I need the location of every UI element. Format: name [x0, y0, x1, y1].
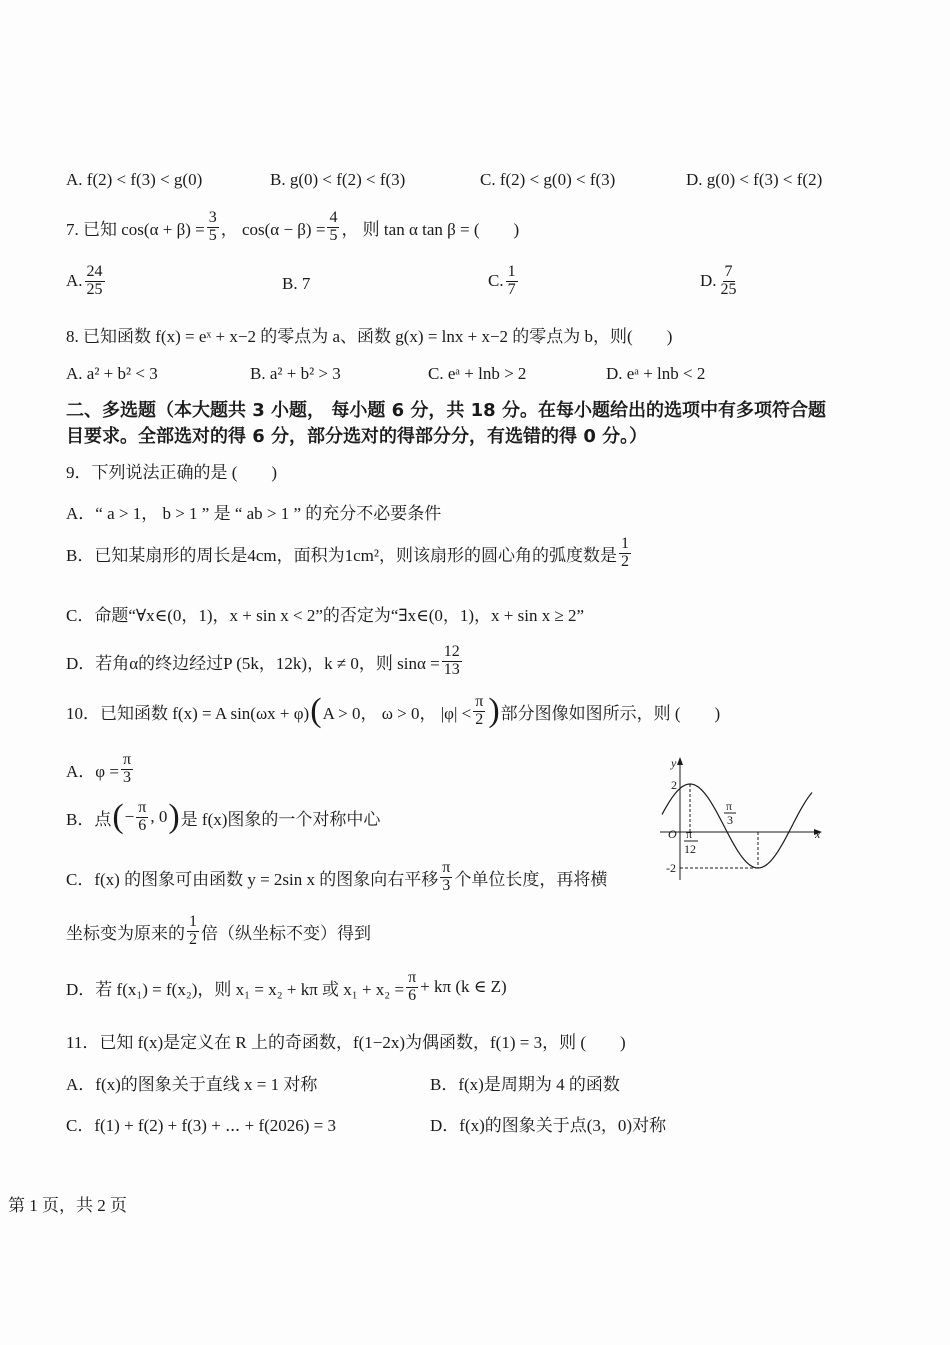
- denominator: 2: [620, 552, 629, 570]
- option-text: C．f(x) 的图象可由函数 y = 2sin x 的图象向右平移: [66, 869, 439, 889]
- numerator: 3: [208, 209, 217, 226]
- origin-label: O: [668, 827, 677, 841]
- denominator: 13: [443, 660, 460, 678]
- denominator: 25: [86, 280, 103, 298]
- fraction: [327, 210, 339, 245]
- numerator: π: [408, 969, 417, 986]
- q6-option-b: B. g(0) < f(2) < f(3): [270, 170, 406, 189]
- question-11: 11．已知 f(x)是定义在 R 上的奇函数，f(1−2x)为偶函数，f(1) = 3，则 ( ): [66, 1033, 626, 1052]
- option-text: B．点: [66, 809, 112, 829]
- y-label: y: [671, 756, 677, 770]
- denominator: 3: [442, 876, 451, 894]
- q6-option-a: A. f(2) < f(3) < g(0): [66, 170, 203, 189]
- q7-suffix: ， 则 tan α tan β = ( ): [341, 219, 520, 239]
- q7-option-c: [488, 264, 520, 299]
- q6-option-c: C. f(2) < g(0) < f(3): [480, 170, 616, 189]
- q11-option-d: D．f(x)的图象关于点(3，0)对称: [430, 1116, 667, 1135]
- q11-option-c: C．f(1) + f(2) + f(3) + ⋯ + f(2026) = 3: [66, 1116, 337, 1135]
- numerator: 4: [329, 209, 338, 226]
- y-axis-arrow-icon: [677, 757, 683, 765]
- fraction: [442, 644, 462, 679]
- numerator: 1: [189, 913, 197, 930]
- fraction: [440, 860, 452, 895]
- q6-option-d: D. g(0) < f(3) < f(2): [686, 170, 823, 189]
- q10-option-c: [66, 860, 607, 895]
- tick2-denominator: 3: [727, 813, 733, 827]
- q9-option-d: [66, 644, 464, 679]
- numerator: π: [122, 751, 132, 768]
- numerator: 1: [620, 535, 629, 552]
- option-label: A.: [66, 271, 83, 291]
- point-y: , 0: [150, 807, 168, 827]
- q9-option-a: A．“ a > 1， b > 1 ” 是 “ ab > 1 ” 的充分不必要条件: [66, 504, 442, 523]
- option-text: A．φ =: [66, 761, 119, 781]
- paren: ): [488, 692, 500, 730]
- q8-option-d: D. eᵃ + lnb < 2: [606, 364, 706, 383]
- numerator: π: [138, 799, 147, 816]
- fraction: [207, 210, 219, 245]
- q10-option-c-continued: [66, 914, 371, 949]
- q10-option-d: [66, 970, 507, 1005]
- numerator: 7: [724, 263, 733, 280]
- q10-stem-prefix: 10．已知函数 f(x) = A sin(ωx + φ): [66, 703, 310, 723]
- numerator: 24: [86, 263, 103, 280]
- q7-prefix: 7. 已知 cos(α + β) =: [66, 219, 205, 239]
- option-text: 个单位长度，再将横: [454, 869, 608, 889]
- y-max-label: 2: [671, 778, 677, 792]
- option-text: D．若 f(x₁) = f(x₂)，则 x₁ = x₂ + kπ 或 x₁ + x₂ =: [66, 979, 405, 999]
- denominator: 2: [475, 710, 484, 728]
- sine-graph: [650, 750, 830, 890]
- option-text: 坐标变为原来的: [66, 923, 185, 943]
- denominator: 6: [408, 986, 417, 1004]
- fraction: [85, 264, 105, 299]
- option-text: + kπ (k ∈ Z): [420, 977, 507, 997]
- y-min-label: -2: [666, 861, 676, 875]
- numerator: 12: [443, 643, 460, 660]
- denominator: 25: [720, 280, 737, 298]
- q10-option-a: [66, 752, 135, 787]
- q8-option-a: A. a² + b² < 3: [66, 364, 158, 383]
- question-7: [66, 210, 519, 245]
- tick1-numerator: π: [686, 827, 693, 841]
- option-text: D．若角α的终边经过P (5k，12k)，k ≠ 0，则 sinα =: [66, 653, 440, 673]
- option-text: 是 f(x)图象的一个对称中心: [180, 809, 381, 829]
- section-heading-line1: 二、多选题（本大题共 3 小题， 每小题 6 分，共 18 分。在每小题给出的选项中有多项符合题: [66, 400, 826, 421]
- q7-option-a: [66, 264, 107, 299]
- paren: ): [168, 798, 180, 836]
- q7-mid: ， cos(α − β) =: [220, 219, 326, 239]
- paren: (: [112, 798, 124, 836]
- numerator: π: [475, 693, 484, 710]
- paren: (: [310, 692, 322, 730]
- q7-option-b: B. 7: [282, 274, 311, 293]
- question-10: [66, 694, 720, 729]
- denominator: 6: [138, 816, 147, 834]
- tick1-denominator: 12: [684, 842, 696, 856]
- q9-option-c: C．命题“∀x∈(0，1)，x + sin x < 2”的否定为“∃x∈(0，1)，x + sin x ≥ 2”: [66, 606, 585, 625]
- fraction: [136, 800, 148, 835]
- q8-option-c: C. eᵃ + lnb > 2: [428, 364, 527, 383]
- denominator: 2: [189, 930, 197, 948]
- q8-option-b: B. a² + b² > 3: [250, 364, 341, 383]
- denominator: 5: [329, 226, 338, 244]
- q10-stem-suffix: 部分图像如图所示，则 ( ): [500, 703, 721, 723]
- q11-option-a: A．f(x)的图象关于直线 x = 1 对称: [66, 1075, 318, 1094]
- option-label: C.: [488, 271, 504, 291]
- fraction: [187, 914, 199, 949]
- section-heading-line2: 目要求。全部选对的得 6 分，部分选对的得部分分，有选错的得 0 分。）: [66, 426, 648, 447]
- q7-option-d: [700, 264, 741, 299]
- q11-option-b: B．f(x)是周期为 4 的函数: [430, 1075, 620, 1094]
- numerator: 1: [507, 263, 516, 280]
- q9-option-b: [66, 536, 633, 571]
- denominator: 3: [122, 768, 131, 786]
- tick2-numerator: π: [726, 799, 733, 813]
- fraction: [121, 752, 133, 787]
- fraction: [473, 694, 485, 729]
- question-8: 8. 已知函数 f(x) = eˣ + x−2 的零点为 a、函数 g(x) = lnx + x−2 的零点为 b，则( ): [66, 327, 673, 346]
- q10-condition: A > 0， ω > 0， |φ| <: [322, 703, 472, 723]
- fraction: [406, 970, 418, 1005]
- option-text: B．已知某扇形的周长是4cm，面积为1cm²，则该扇形的圆心角的弧度数是: [66, 545, 617, 565]
- fraction: [619, 536, 631, 571]
- numerator: π: [442, 859, 451, 876]
- denominator: 7: [507, 280, 516, 298]
- option-label: D.: [700, 271, 717, 291]
- fraction: [719, 264, 739, 299]
- denominator: 5: [208, 226, 217, 244]
- q10-option-b: [66, 800, 380, 835]
- fraction: [506, 264, 518, 299]
- page-footer: 第 1 页，共 2 页: [8, 1196, 127, 1215]
- x-label: x: [815, 827, 821, 841]
- option-text: 倍（纵坐标不变）得到: [201, 923, 371, 943]
- question-9: 9．下列说法正确的是 ( ): [66, 463, 278, 482]
- minus: −: [124, 807, 135, 827]
